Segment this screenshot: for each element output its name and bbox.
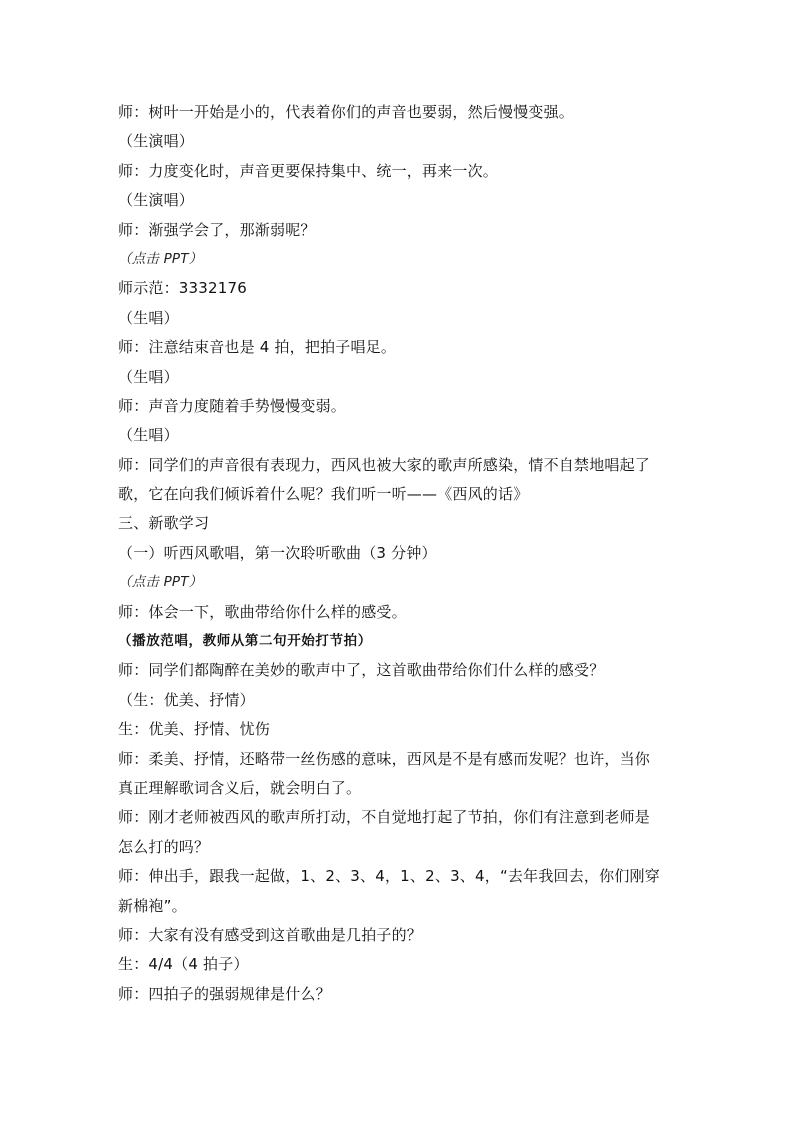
student-action: （生唱）	[118, 308, 179, 327]
student-action: （生唱）	[118, 367, 179, 386]
teacher-line-continued: 怎么打的吗？	[118, 837, 210, 856]
student-action: （生演唱）	[118, 191, 195, 210]
ppt-note: （点击 PPT）	[118, 250, 203, 267]
student-action: （生唱）	[118, 426, 179, 445]
ppt-note: （点击 PPT）	[118, 574, 203, 591]
student-line: 生：4/4（4 拍子）	[118, 955, 249, 974]
teacher-line: 师：刚才老师被西风的歌声所打动，不自觉地打起了节拍，你们有注意到老师是	[118, 808, 651, 827]
teacher-line: 师：柔美、抒情，还略带一丝伤感的意味，西风是不是有感而发呢？也许，当你	[118, 749, 651, 768]
student-action: （生：优美、抒情）	[118, 690, 255, 709]
teacher-line: 师：伸出手，跟我一起做，1、2、3、4，1、2、3、4，“去年我回去，你们刚穿	[118, 867, 660, 886]
teacher-line: 师：树叶一开始是小的，代表着你们的声音也要弱，然后慢慢变强。	[118, 103, 575, 121]
teacher-line: 师：声音力度随着手势慢慢变弱。	[118, 396, 347, 415]
teacher-line: 师：渐强学会了，那渐弱呢？	[118, 220, 316, 239]
stage-direction: （播放范唱，教师从第二句开始打节拍）	[118, 633, 372, 650]
teacher-line: 师：四拍子的强弱规律是什么？	[118, 984, 331, 1003]
teacher-line-continued: 新棉袍”。	[118, 896, 187, 915]
student-line: 生：优美、抒情、忧伤	[118, 720, 271, 739]
subsection-heading: （一）听西风歌唱，第一次聆听歌曲（3 分钟）	[118, 543, 437, 562]
teacher-line: 师：注意结束音也是 4 拍，把拍子唱足。	[118, 338, 397, 357]
teacher-line-continued: 歌，它在向我们倾诉着什么呢？我们听一听——《西风的话》	[118, 485, 529, 504]
section-heading: 三、新歌学习	[118, 514, 210, 533]
teacher-line: 师：大家有没有感受到这首歌曲是几拍子的？	[118, 925, 423, 944]
student-action: （生演唱）	[118, 132, 195, 151]
teacher-line: 师：同学们都陶醉在美妙的歌声中了，这首歌曲带给你们什么样的感受？	[118, 661, 605, 680]
teacher-line: 师：同学们的声音很有表现力，西风也被大家的歌声所感染，情不自禁地唱起了	[118, 455, 651, 474]
teacher-line-continued: 真正理解歌词含义后，就会明白了。	[118, 778, 362, 797]
teacher-demo: 师示范：3332176	[118, 279, 248, 298]
teacher-line: 师：体会一下，歌曲带给你什么样的感受。	[118, 602, 407, 621]
document-body	[118, 98, 680, 1009]
teacher-line: 师：力度变化时，声音更要保持集中、统一，再来一次。	[118, 161, 499, 180]
